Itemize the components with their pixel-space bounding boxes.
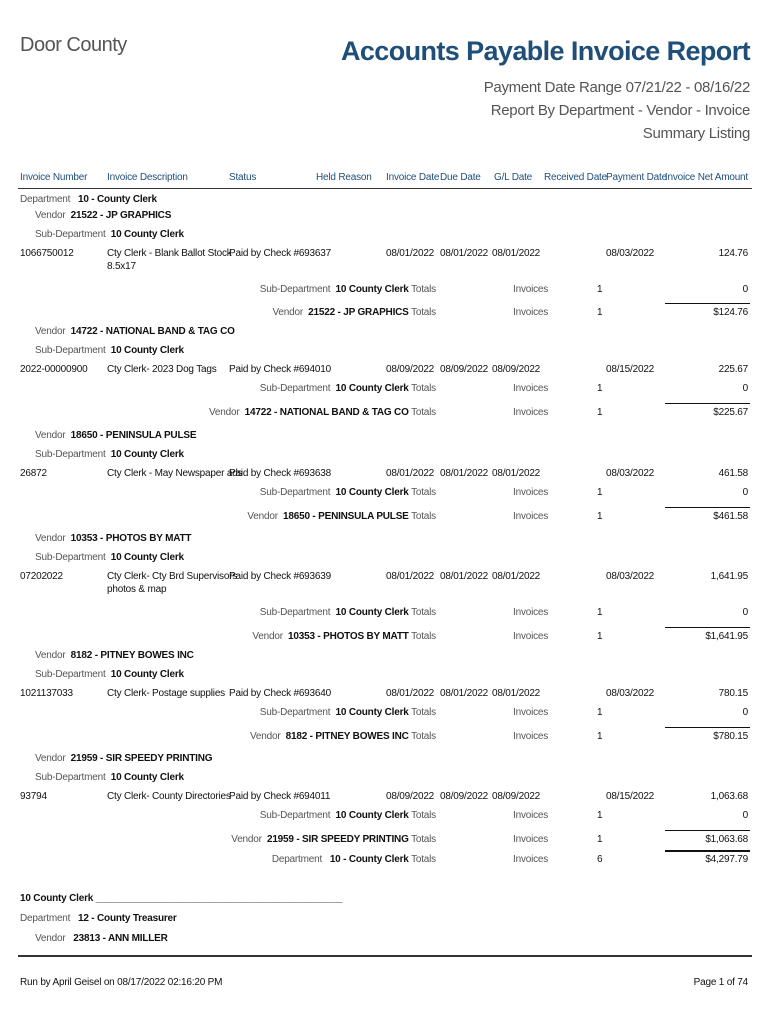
subdepartment-totals-name: 10 County Clerk (335, 487, 409, 498)
invoice-date: 08/09/2022 (386, 364, 435, 375)
invoice-date: 08/01/2022 (386, 688, 435, 699)
vendor-name: 10353 - PHOTOS BY MATT (70, 533, 192, 544)
subdepartment-amount: 0 (742, 810, 748, 821)
gl-date: 08/01/2022 (492, 248, 541, 259)
vendor-totals-prefix: Vendor (249, 731, 281, 742)
due-date: 08/01/2022 (440, 468, 489, 479)
vendor-totals-prefix: Vendor (208, 407, 240, 418)
vendor-totals-suffix: Totals (411, 731, 436, 742)
subdepartment-totals-prefix: Sub-Department (259, 810, 331, 821)
due-date: 08/09/2022 (440, 364, 489, 375)
col-net-amount: Invoice Net Amount (664, 172, 748, 183)
vendor-totals-prefix: Vendor (231, 834, 262, 845)
col-received-date: Received Date (544, 172, 607, 183)
subdepartment-totals-label (260, 810, 436, 821)
subdepartment-totals-label (260, 607, 436, 618)
next-vendor-label: Vendor (35, 933, 66, 944)
subdepartment-invoices-label: Invoices (513, 810, 549, 821)
subdepartment-label: Sub-Department (35, 345, 106, 356)
subdepartment-totals-suffix: Totals (411, 383, 436, 394)
department-totals-suffix: Totals (411, 854, 436, 865)
subdepartment-totals-prefix: Sub-Department (259, 284, 331, 295)
vendor-invoice-count: 1 (597, 511, 603, 522)
vendor-total-rule (665, 303, 750, 304)
vendor-label: Vendor (35, 650, 66, 661)
invoice-status: Paid by Check #693640 (229, 688, 331, 699)
department-totals-label (272, 854, 436, 865)
invoice-date: 08/01/2022 (386, 468, 435, 479)
subdepartment-label: Sub-Department (35, 669, 106, 680)
vendor-heading (35, 650, 194, 661)
subdepartment-heading (35, 345, 184, 356)
invoice-description: Cty Clerk- 2023 Dog Tags (107, 364, 217, 375)
vendor-invoices-label: Invoices (513, 511, 549, 522)
payment-date: 08/03/2022 (606, 468, 655, 479)
vendor-totals-prefix: Vendor (252, 631, 283, 642)
invoice-number: 93794 (20, 791, 47, 802)
vendor-totals-name: 21959 - SIR SPEEDY PRINTING (266, 834, 409, 845)
col-invoice-number: Invoice Number (20, 172, 88, 183)
vendor-total-amount: $1,063.68 (705, 834, 748, 845)
col-invoice-date: Invoice Date (386, 172, 440, 183)
department-invoice-count: 6 (597, 854, 603, 865)
invoice-amount: 225.67 (718, 364, 748, 375)
vendor-total-rule (665, 403, 750, 404)
vendor-totals-prefix: Vendor (272, 307, 303, 318)
department-totals-code: 10 - County Clerk (329, 854, 409, 865)
subdepartment-label: Sub-Department (35, 552, 106, 563)
next-vendor-name: 23813 - ANN MILLER (73, 933, 168, 944)
subdepartment-name: 10 County Clerk (110, 669, 184, 680)
subdepartment-totals-prefix: Sub-Department (259, 487, 331, 498)
col-held-reason: Held Reason (316, 172, 372, 183)
subdepartment-totals-suffix: Totals (411, 284, 436, 295)
subdepartment-invoices-label: Invoices (513, 383, 549, 394)
invoice-date: 08/01/2022 (386, 248, 435, 259)
vendor-total-rule (665, 830, 750, 831)
vendor-heading (35, 210, 171, 221)
subdepartment-invoices-label: Invoices (513, 487, 549, 498)
department-label: Department (20, 194, 71, 205)
invoice-amount: 124.76 (718, 248, 748, 259)
payment-date: 08/15/2022 (606, 791, 655, 802)
subdepartment-totals-prefix: Sub-Department (259, 707, 331, 718)
department-totals-prefix: Department (271, 854, 323, 865)
due-date: 08/09/2022 (440, 791, 489, 802)
subdepartment-amount: 0 (742, 487, 748, 498)
vendor-invoice-count: 1 (597, 631, 603, 642)
invoice-date: 08/09/2022 (386, 791, 435, 802)
next-department-code: 12 - County Treasurer (78, 913, 177, 924)
vendor-label: Vendor (35, 753, 66, 764)
vendor-heading (35, 430, 196, 441)
vendor-total-amount: $1,641.95 (705, 631, 748, 642)
vendor-invoices-label: Invoices (513, 834, 549, 845)
vendor-total-amount: $225.67 (713, 407, 748, 418)
listing-type: Summary Listing (642, 125, 750, 142)
department-signoff: 10 County Clerk ______________________________________________ (20, 893, 343, 904)
department-invoices-label: Invoices (513, 854, 549, 865)
invoice-status: Paid by Check #693638 (229, 468, 331, 479)
subdepartment-totals-prefix: Sub-Department (259, 383, 331, 394)
vendor-total-amount: $780.15 (713, 731, 748, 742)
vendor-invoice-count: 1 (597, 407, 603, 418)
subdepartment-name: 10 County Clerk (110, 772, 184, 783)
vendor-totals-suffix: Totals (411, 307, 436, 318)
vendor-invoices-label: Invoices (513, 731, 549, 742)
invoice-status: Paid by Check #693639 (229, 571, 331, 582)
report-title: Accounts Payable Invoice Report (340, 36, 750, 66)
subdepartment-invoice-count: 1 (597, 487, 603, 498)
vendor-label: Vendor (35, 210, 66, 221)
subdepartment-amount: 0 (742, 383, 748, 394)
department-total-rule (665, 850, 750, 852)
page-number: Page 1 of 74 (693, 977, 748, 988)
vendor-total-rule (665, 727, 750, 728)
invoice-description: Cty Clerk- Postage supplies (107, 688, 225, 699)
date-range: Payment Date Range 07/21/22 - 08/16/22 (483, 79, 750, 96)
payment-date: 08/03/2022 (606, 248, 655, 259)
subdepartment-totals-label (260, 383, 436, 394)
invoice-number: 07202022 (20, 571, 63, 582)
subdepartment-amount: 0 (742, 284, 748, 295)
vendor-totals-label (272, 307, 436, 318)
subdepartment-amount: 0 (742, 607, 748, 618)
invoice-number: 1066750012 (20, 248, 74, 259)
due-date: 08/01/2022 (440, 571, 489, 582)
department-heading (20, 194, 157, 205)
vendor-totals-suffix: Totals (411, 407, 436, 418)
vendor-name: 14722 - NATIONAL BAND & TAG CO (70, 326, 235, 337)
col-status: Status (229, 172, 257, 183)
vendor-totals-suffix: Totals (411, 834, 436, 845)
vendor-totals-label (252, 631, 436, 642)
vendor-heading (35, 326, 235, 337)
footer-divider (18, 955, 752, 957)
invoice-status: Paid by Check #693637 (229, 248, 331, 259)
vendor-total-rule (665, 627, 750, 628)
vendor-label: Vendor (35, 533, 66, 544)
subdepartment-name: 10 County Clerk (110, 229, 184, 240)
subdepartment-invoice-count: 1 (597, 383, 603, 394)
vendor-totals-name: 8182 - PITNEY BOWES INC (285, 731, 409, 742)
vendor-totals-name: 18650 - PENINSULA PULSE (283, 511, 409, 522)
subdepartment-invoice-count: 1 (597, 707, 603, 718)
vendor-invoice-count: 1 (597, 731, 603, 742)
invoice-description-cont: 8.5x17 (107, 261, 136, 272)
vendor-totals-prefix: Vendor (247, 511, 278, 522)
run-by: Run by April Geisel on 08/17/2022 02:16:20 PM (20, 977, 223, 988)
subdepartment-label: Sub-Department (35, 229, 106, 240)
due-date: 08/01/2022 (440, 688, 489, 699)
vendor-name: 18650 - PENINSULA PULSE (70, 430, 197, 441)
department-total-amount: $4,297.79 (705, 854, 748, 865)
report-by: Report By Department - Vendor - Invoice (490, 102, 750, 119)
vendor-totals-label (231, 834, 436, 845)
vendor-totals-label (250, 731, 436, 742)
vendor-name: 21959 - SIR SPEEDY PRINTING (70, 753, 213, 764)
subdepartment-totals-name: 10 County Clerk (335, 383, 409, 394)
invoice-number: 1021137033 (20, 688, 73, 699)
vendor-name: 21522 - JP GRAPHICS (70, 210, 172, 221)
vendor-invoices-label: Invoices (513, 407, 549, 418)
subdepartment-heading (35, 229, 184, 240)
vendor-total-amount: $461.58 (713, 511, 748, 522)
subdepartment-invoice-count: 1 (597, 607, 603, 618)
col-gl-date: G/L Date (494, 172, 533, 183)
invoice-amount: 780.15 (718, 688, 748, 699)
subdepartment-totals-label (260, 284, 436, 295)
subdepartment-name: 10 County Clerk (110, 552, 184, 563)
invoice-date: 08/01/2022 (386, 571, 435, 582)
subdepartment-amount: 0 (742, 707, 748, 718)
vendor-totals-name: 21522 - JP GRAPHICS (308, 307, 409, 318)
invoice-status: Paid by Check #694011 (229, 791, 331, 802)
vendor-total-rule (665, 507, 750, 508)
col-invoice-description: Invoice Description (107, 172, 188, 183)
vendor-invoice-count: 1 (597, 307, 603, 318)
vendor-name: 8182 - PITNEY BOWES INC (70, 650, 194, 661)
subdepartment-totals-suffix: Totals (411, 607, 436, 618)
gl-date: 08/09/2022 (492, 791, 541, 802)
invoice-amount: 461.58 (718, 468, 748, 479)
next-vendor-heading (35, 933, 168, 944)
subdepartment-invoices-label: Invoices (513, 607, 549, 618)
invoice-number: 26872 (20, 468, 47, 479)
subdepartment-totals-suffix: Totals (411, 487, 436, 498)
vendor-total-amount: $124.76 (713, 307, 748, 318)
payment-date: 08/15/2022 (606, 364, 655, 375)
vendor-invoice-count: 1 (597, 834, 603, 845)
subdepartment-heading (35, 669, 184, 680)
subdepartment-invoice-count: 1 (597, 284, 603, 295)
gl-date: 08/01/2022 (492, 468, 541, 479)
payment-date: 08/03/2022 (606, 688, 655, 699)
subdepartment-totals-label (260, 707, 436, 718)
invoice-status: Paid by Check #694010 (229, 364, 331, 375)
county-name: Door County (20, 34, 127, 56)
vendor-totals-label (209, 407, 436, 418)
subdepartment-name: 10 County Clerk (110, 345, 184, 356)
subdepartment-totals-name: 10 County Clerk (335, 810, 409, 821)
gl-date: 08/01/2022 (492, 688, 541, 699)
subdepartment-totals-name: 10 County Clerk (335, 607, 409, 618)
subdepartment-invoices-label: Invoices (513, 707, 549, 718)
vendor-heading (35, 753, 212, 764)
vendor-totals-suffix: Totals (411, 511, 436, 522)
subdepartment-invoices-label: Invoices (513, 284, 549, 295)
vendor-label: Vendor (35, 326, 66, 337)
col-payment-date: Payment Date (606, 172, 667, 183)
col-due-date: Due Date (440, 172, 481, 183)
vendor-totals-name: 10353 - PHOTOS BY MATT (288, 631, 409, 642)
subdepartment-label: Sub-Department (35, 449, 106, 460)
next-department-heading (20, 913, 177, 924)
subdepartment-totals-suffix: Totals (411, 810, 436, 821)
invoice-amount: 1,641.95 (710, 571, 748, 582)
vendor-invoices-label: Invoices (513, 631, 549, 642)
gl-date: 08/09/2022 (492, 364, 541, 375)
subdepartment-heading (35, 552, 184, 563)
invoice-description: Cty Clerk - Blank Ballot Stock (107, 248, 232, 259)
vendor-totals-label (247, 511, 436, 522)
vendor-heading (35, 533, 191, 544)
due-date: 08/01/2022 (440, 248, 489, 259)
department-code: 10 - County Clerk (78, 194, 157, 205)
vendor-label: Vendor (35, 430, 66, 441)
invoice-description: Cty Clerk- County Directories (107, 791, 231, 802)
subdepartment-totals-prefix: Sub-Department (259, 607, 331, 618)
vendor-totals-name: 14722 - NATIONAL BAND & TAG CO (244, 407, 409, 418)
invoice-amount: 1,063.68 (710, 791, 748, 802)
subdepartment-heading (35, 772, 184, 783)
subdepartment-heading (35, 449, 184, 460)
subdepartment-totals-suffix: Totals (411, 707, 436, 718)
gl-date: 08/01/2022 (492, 571, 541, 582)
subdepartment-name: 10 County Clerk (110, 449, 184, 460)
subdepartment-totals-name: 10 County Clerk (335, 707, 409, 718)
next-department-label: Department (20, 913, 71, 924)
vendor-invoices-label: Invoices (513, 307, 549, 318)
header-divider (18, 188, 752, 189)
invoice-number: 2022-00000900 (20, 364, 88, 375)
invoice-description: Cty Clerk- Cty Brd Supervisors (107, 571, 238, 582)
subdepartment-totals-name: 10 County Clerk (335, 284, 409, 295)
payment-date: 08/03/2022 (606, 571, 655, 582)
invoice-description: Cty Clerk - May Newspaper ads (107, 468, 243, 479)
subdepartment-invoice-count: 1 (597, 810, 603, 821)
vendor-totals-suffix: Totals (411, 631, 436, 642)
invoice-description-cont: photos & map (107, 584, 167, 595)
subdepartment-totals-label (260, 487, 436, 498)
subdepartment-label: Sub-Department (35, 772, 106, 783)
